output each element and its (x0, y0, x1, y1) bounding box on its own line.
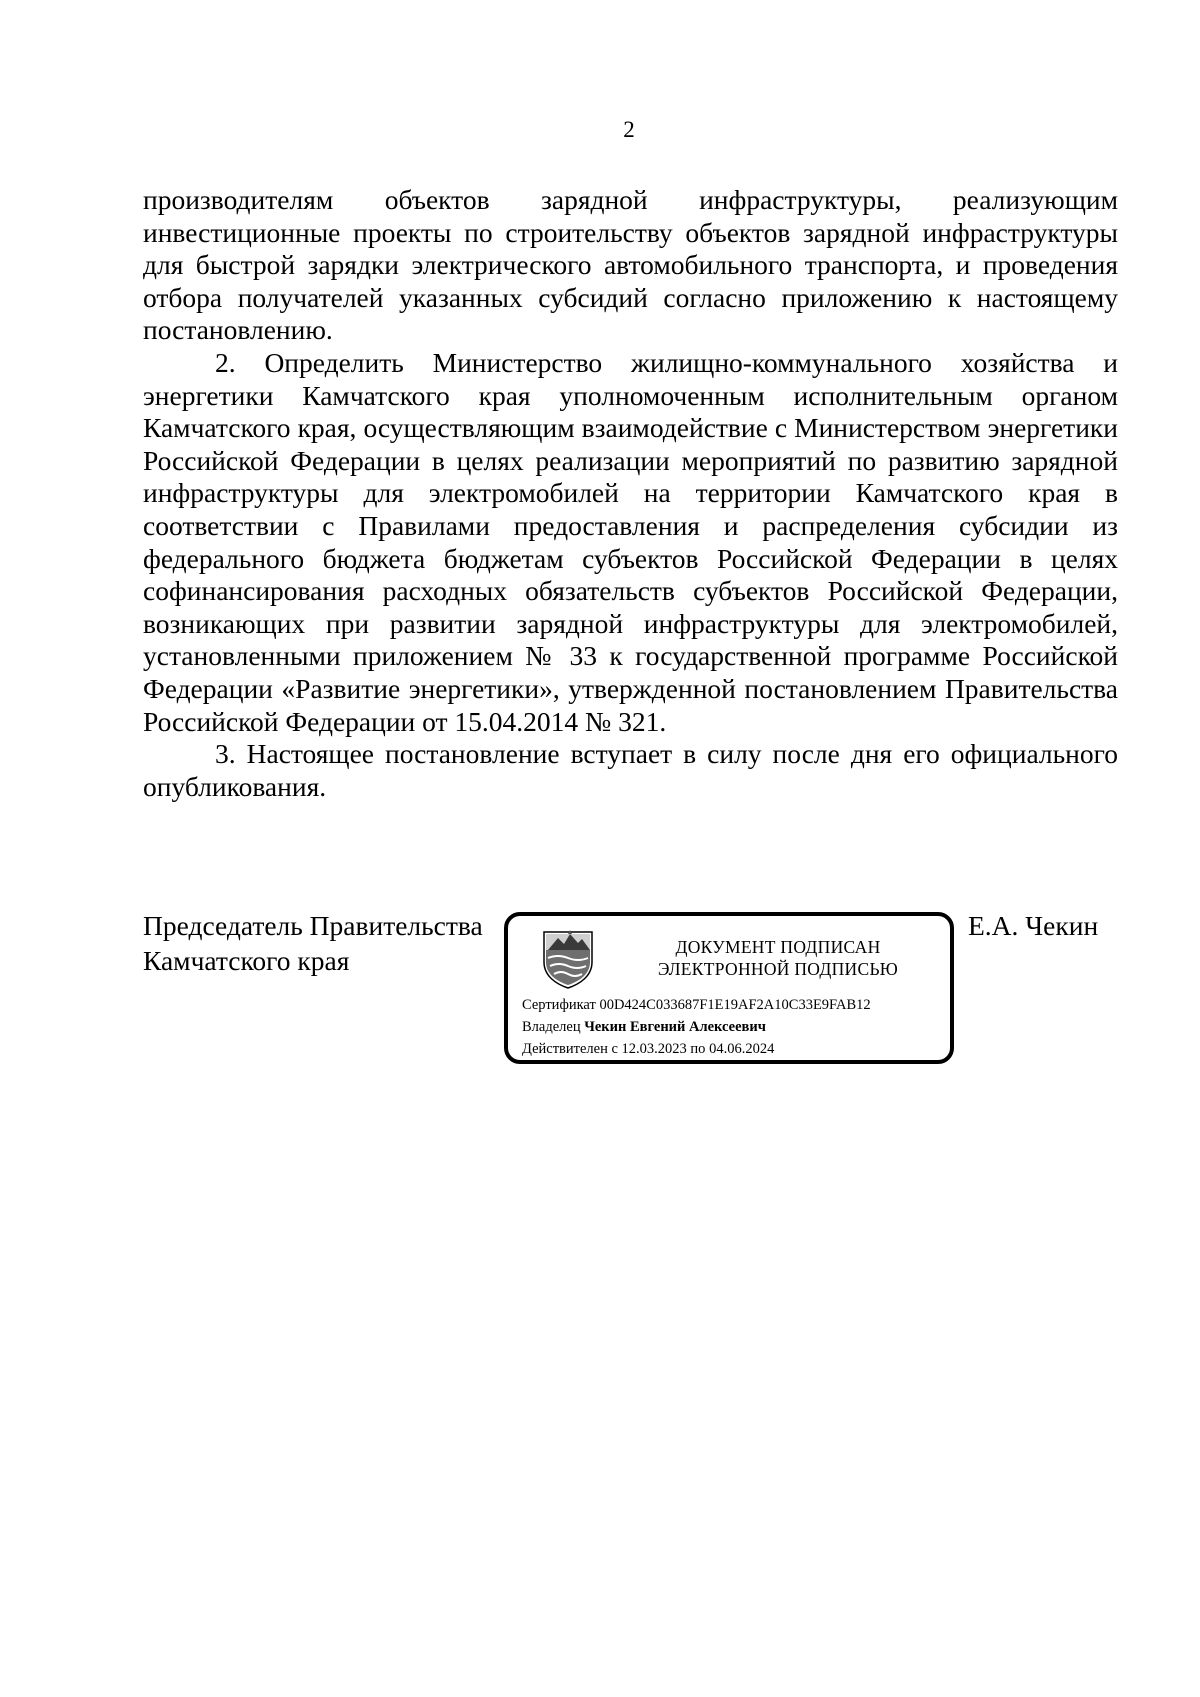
signer-name: Е.А. Чекин (968, 910, 1099, 941)
document-body (143, 184, 1118, 803)
stamp-certificate (522, 996, 871, 1014)
signer-position (143, 908, 483, 978)
owner-label: Владелец (522, 1019, 581, 1035)
stamp-title-line1: ДОКУМЕНТ ПОДПИСАН (675, 937, 881, 957)
valid-to: 04.06.2024 (709, 1041, 775, 1057)
paragraph-item-2: 2. Определить Министерство жилищно-коммунального хозяйства и энергетики Камчатского края уполномоченным исполнительным органом Камчатского края, осуществляющим взаимодействие с Министерством энергетики Российской Федерации в целях реализации мероприятий по развитию зарядной инфраструктуры для электромобилей на территории Камчатского края в соответствии с Правилами предоставления и распределения субсидии из федерального бюджета бюджетам субъектов Российской Федерации в целях софинансирования расходных обязательств субъектов Российской Федерации, возникающих при развитии зарядной инфраструктуры для электромобилей, установленными приложением № 33 к государственной программе Российской Федерации «Развитие энергетики», утвержденной постановлением Правительства Российской Федерации от 15.04.2014 № 321. (143, 346, 1118, 737)
certificate-label: Сертификат (522, 997, 596, 1013)
kamchatka-coat-of-arms-icon (540, 928, 596, 990)
signer-position-line2: Камчатского края (143, 945, 350, 976)
page-number: 2 (623, 117, 635, 142)
paragraph-continuation: производителям объектов зарядной инфраструктуры, реализующим инвестиционные проекты по строительству объектов зарядной инфраструктуры для быстрой зарядки электрического автомобильного транспорта, и проведения отбора получателей указанных субсидий согласно приложению к настоящему постановлению. (143, 184, 1118, 346)
valid-to-label: по (690, 1041, 706, 1057)
signer-position-line1: Председатель Правительства (143, 910, 483, 941)
stamp-owner (522, 1018, 766, 1036)
valid-from: 12.03.2023 (621, 1041, 687, 1057)
stamp-validity (522, 1040, 774, 1058)
stamp-title-line2: ЭЛЕКТРОННОЙ ПОДПИСЬЮ (657, 959, 899, 979)
owner-value: Чекин Евгений Алексеевич (584, 1019, 766, 1035)
paragraph-item-3: 3. Настоящее постановление вступает в силу после дня его официального опубликования. (143, 738, 1118, 802)
certificate-value: 00D424C033687F1E19AF2A10C33E9FAB12 (599, 997, 871, 1013)
stamp-title (618, 936, 938, 980)
valid-label: Действителен с (522, 1041, 618, 1057)
electronic-signature-stamp (504, 912, 954, 1064)
